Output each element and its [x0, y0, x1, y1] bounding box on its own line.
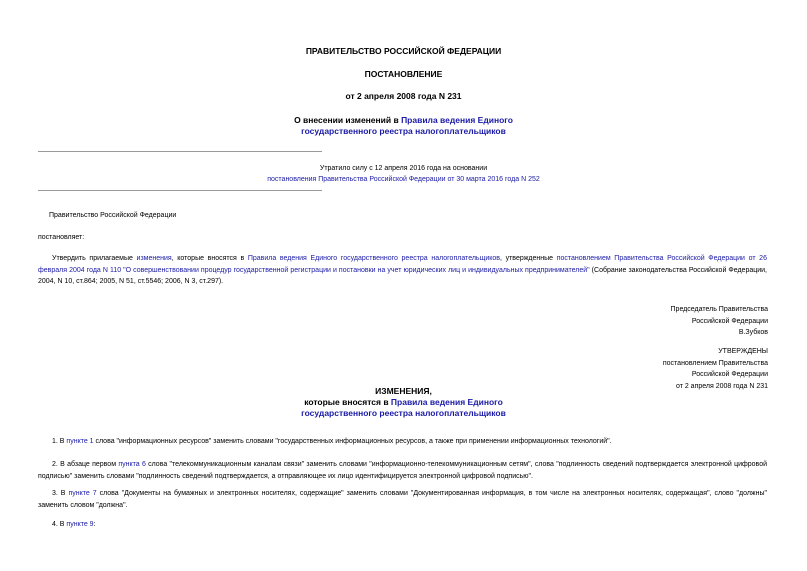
body-decrees: постановляет: [38, 234, 85, 241]
signature-block [671, 304, 768, 339]
item-text: 4. В [52, 521, 67, 528]
change-item-4 [38, 519, 767, 531]
change-item-2 [38, 459, 767, 482]
changes-rules-link-line2[interactable]: государственного реестра налогоплательщиков [301, 408, 506, 418]
paragraph-text: (Собрание законодательства Российской Федерации, 2004, N 10, ст.864; 2005, N 51, ст.5546; 2006, N 3, ст.297). [38, 266, 768, 285]
change-item-3 [38, 488, 767, 511]
link-rules[interactable]: Правила ведения Единого государственного реестра налогоплательщиков [247, 255, 501, 262]
link-resolution-110[interactable]: постановлением Правительства Российской Федерации от 26 февраля 2004 года N 110 "О совершенствовании процедур государственной регистрации и постановки на учет юридических лиц и индивидуальных предпринимателей" [38, 255, 767, 274]
link-point-9[interactable]: пункте 9 [66, 521, 94, 528]
link-changes[interactable]: изменения [136, 255, 172, 262]
signature-line: Председатель Правительства [670, 306, 768, 313]
title-link[interactable]: Правила ведения Единого [401, 115, 513, 125]
signature-line: Российской Федерации [691, 317, 768, 325]
approved-line: УТВЕРЖДЕНЫ [718, 348, 768, 355]
item-text: : [93, 521, 96, 528]
item-text: слова "Документы на бумажных и электронных носителях, содержащие" заменить словами "Документированная информация, в том числе на электронных носителях, содержащая", слово "должны" заменить словом "должна". [38, 490, 767, 509]
status-text: Утратило силу с 12 апреля 2016 года на основании [319, 165, 488, 172]
link-point-7[interactable]: пункте 7 [68, 490, 97, 497]
divider-top [38, 151, 322, 152]
item-text: слова "информационных ресурсов" заменить словами "государственных информационных ресурсов, а также при применении информационных технологий". [93, 438, 612, 445]
document-title [0, 115, 807, 137]
approved-line: от 2 апреля 2008 года N 231 [675, 382, 768, 390]
approved-line: Российской Федерации [691, 371, 768, 378]
paragraph-text: , которые вносятся в [171, 255, 248, 262]
changes-sub-prefix: которые вносятся в [304, 397, 391, 407]
changes-title: ИЗМЕНЕНИЯ, [375, 386, 432, 396]
changes-heading [0, 386, 807, 419]
item-text: 3. В [52, 490, 69, 497]
title-prefix: О внесении изменений в [294, 115, 402, 125]
body-government: Правительство Российской Федерации [49, 212, 177, 219]
item-text: 1. В [52, 438, 67, 445]
item-text: слова "телекоммуникационным каналам связи" заменить словами "информационно-телекоммуникационным сетям", слова "подлинность сведений подтверждается электронной цифровой подписью" заменить словами "подлинность сведений подтверждается, а отправляющее их лицо идентифицируется электронной цифровой подписью". [38, 461, 768, 480]
paragraph-text: Утвердить прилагаемые [52, 255, 137, 262]
document-type: ПОСТАНОВЛЕНИЕ [364, 69, 443, 79]
change-item-1 [38, 436, 767, 448]
government-title: ПРАВИТЕЛЬСТВО РОССИЙСКОЙ ФЕДЕРАЦИИ [305, 46, 502, 56]
item-text: 2. В абзаце первом [52, 461, 119, 468]
status-note [0, 163, 807, 185]
divider-bottom [38, 190, 322, 191]
link-point-6[interactable]: пункта 6 [118, 461, 146, 468]
approved-line: постановлением Правительства [662, 359, 768, 367]
title-link-line2[interactable]: государственного реестра налогоплательщиков [301, 126, 506, 136]
signature-name: В.Зубков [738, 329, 768, 336]
changes-rules-link[interactable]: Правила ведения Единого [390, 397, 503, 407]
document-date: от 2 апреля 2008 года N 231 [345, 91, 462, 101]
link-point-1[interactable]: пункте 1 [66, 438, 94, 445]
status-link[interactable]: постановления Правительства Российской Федерации от 30 марта 2016 года N 252 [267, 176, 540, 183]
decree-paragraph [38, 253, 767, 288]
paragraph-text: , утвержденные [500, 255, 557, 262]
